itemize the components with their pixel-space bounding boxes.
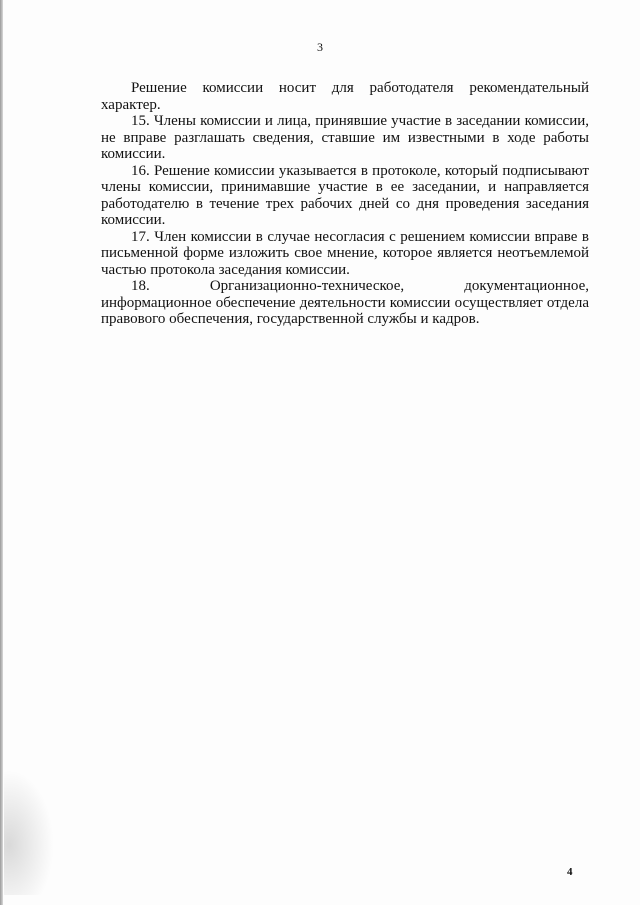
- paragraph-16: 16. Решение комиссии указывается в протоколе, который подписывают члены комиссии, принимавшие участие в ее заседании, и направляется работодателю в течение трех рабочих дней со дня проведения заседания комиссии.: [101, 162, 589, 228]
- paragraph-17: 17. Член комиссии в случае несогласия с решением комиссии вправе в письменной форме изложить свое мнение, которое является неотъемлемой частью протокола заседания комиссии.: [101, 228, 589, 278]
- scan-edge: [0, 0, 3, 905]
- paragraph-18-word1: Организационно-техническое,: [209, 278, 405, 294]
- page-number-bottom: 4: [567, 866, 573, 878]
- document-body: [101, 80, 589, 328]
- paragraph-18-rest: информационное обеспечение деятельности комиссии осуществляет отдела правового обеспечения, государственной службы и кадров.: [101, 294, 589, 327]
- paragraph-15: 15. Члены комиссии и лица, принявшие участие в заседании комиссии, не вправе разглашать сведения, ставшие им известными в ходе работы комиссии.: [101, 113, 589, 162]
- scan-artifact: [4, 770, 54, 895]
- paragraph-18: [101, 278, 589, 328]
- paragraph-decision-nature: Решение комиссии носит для работодателя рекомендательный характер.: [101, 80, 589, 113]
- paragraph-18-number: 18.: [131, 278, 150, 294]
- paragraph-18-first-line: [101, 278, 589, 295]
- paragraph-18-word2: документационное,: [464, 278, 589, 294]
- page-number-top: 3: [317, 40, 323, 54]
